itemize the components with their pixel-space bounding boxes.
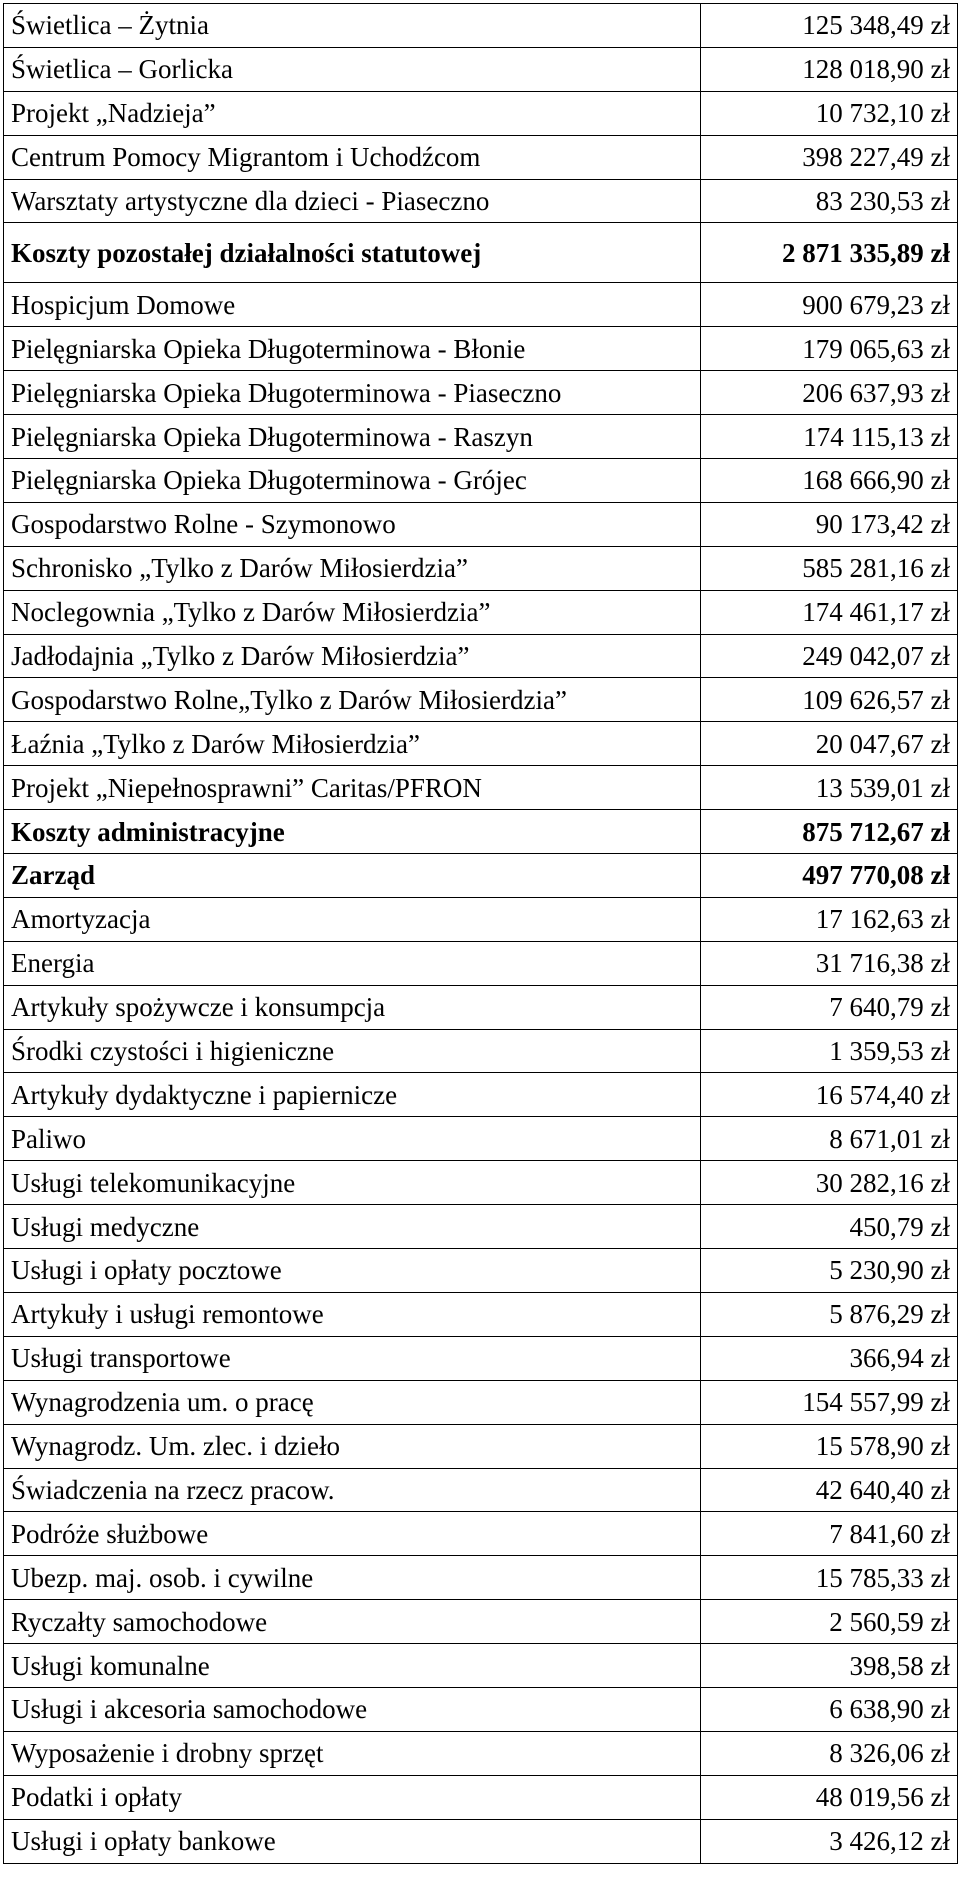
table-row: [4, 634, 958, 678]
cost-amount: 5 230,90 zł: [701, 1249, 958, 1293]
cost-amount: 179 065,63 zł: [701, 327, 958, 371]
table-row: [4, 1073, 958, 1117]
cost-amount: 1 359,53 zł: [701, 1029, 958, 1073]
cost-category-label: Projekt „Niepełnosprawni” Caritas/PFRON: [4, 766, 701, 810]
table-row: [4, 1819, 958, 1863]
table-row: [4, 91, 958, 135]
cost-category-label: Usługi komunalne: [4, 1644, 701, 1688]
cost-amount: 17 162,63 zł: [701, 897, 958, 941]
cost-amount: 875 712,67 zł: [701, 810, 958, 854]
cost-amount: 7 640,79 zł: [701, 985, 958, 1029]
cost-category-label: Energia: [4, 941, 701, 985]
table-row: [4, 47, 958, 91]
table-row: [4, 1117, 958, 1161]
table-row: [4, 415, 958, 459]
cost-amount: 2 560,59 zł: [701, 1600, 958, 1644]
cost-amount: 42 640,40 zł: [701, 1468, 958, 1512]
table-row: [4, 179, 958, 223]
cost-amount: 48 019,56 zł: [701, 1775, 958, 1819]
cost-amount: 109 626,57 zł: [701, 678, 958, 722]
cost-category-label: Ubezp. maj. osob. i cywilne: [4, 1556, 701, 1600]
cost-amount: 8 671,01 zł: [701, 1117, 958, 1161]
cost-category-label: Jadłodajnia „Tylko z Darów Miłosierdzia”: [4, 634, 701, 678]
cost-amount: 174 461,17 zł: [701, 590, 958, 634]
cost-category-label: Łaźnia „Tylko z Darów Miłosierdzia”: [4, 722, 701, 766]
table-row: [4, 502, 958, 546]
cost-category-label: Usługi medyczne: [4, 1205, 701, 1249]
table-row: [4, 1600, 958, 1644]
table-row: [4, 546, 958, 590]
cost-category-label: Podatki i opłaty: [4, 1775, 701, 1819]
cost-category-label: Artykuły spożywcze i konsumpcja: [4, 985, 701, 1029]
table-row: [4, 590, 958, 634]
table-row: [4, 722, 958, 766]
cost-amount: 10 732,10 zł: [701, 91, 958, 135]
cost-amount: 16 574,40 zł: [701, 1073, 958, 1117]
table-row: [4, 1336, 958, 1380]
cost-category-label: Świadczenia na rzecz pracow.: [4, 1468, 701, 1512]
cost-amount: 15 578,90 zł: [701, 1424, 958, 1468]
table-row: [4, 1292, 958, 1336]
table-row: [4, 1424, 958, 1468]
cost-category-label: Koszty administracyjne: [4, 810, 701, 854]
table-row: [4, 327, 958, 371]
cost-amount: 83 230,53 zł: [701, 179, 958, 223]
table-row: [4, 1468, 958, 1512]
cost-amount: 30 282,16 zł: [701, 1161, 958, 1205]
cost-category-label: Pielęgniarska Opieka Długoterminowa - Błonie: [4, 327, 701, 371]
cost-category-label: Usługi telekomunikacyjne: [4, 1161, 701, 1205]
table-row-subtotal: [4, 810, 958, 854]
cost-amount: 585 281,16 zł: [701, 546, 958, 590]
table-row: [4, 985, 958, 1029]
cost-category-label: Pielęgniarska Opieka Długoterminowa - Grójec: [4, 459, 701, 503]
cost-category-label: Usługi i opłaty bankowe: [4, 1819, 701, 1863]
table-row: [4, 1029, 958, 1073]
cost-category-label: Wyposażenie i drobny sprzęt: [4, 1731, 701, 1775]
table-row: [4, 1731, 958, 1775]
cost-category-label: Ryczałty samochodowe: [4, 1600, 701, 1644]
cost-category-label: Podróże służbowe: [4, 1512, 701, 1556]
cost-amount: 2 871 335,89 zł: [701, 223, 958, 283]
cost-amount: 398 227,49 zł: [701, 135, 958, 179]
cost-amount: 125 348,49 zł: [701, 4, 958, 48]
cost-category-label: Hospicjum Domowe: [4, 283, 701, 327]
cost-category-label: Środki czystości i higieniczne: [4, 1029, 701, 1073]
table-row: [4, 283, 958, 327]
cost-category-label: Paliwo: [4, 1117, 701, 1161]
cost-category-label: Gospodarstwo Rolne„Tylko z Darów Miłosierdzia”: [4, 678, 701, 722]
table-row: [4, 1249, 958, 1293]
cost-amount: 8 326,06 zł: [701, 1731, 958, 1775]
cost-amount: 900 679,23 zł: [701, 283, 958, 327]
cost-amount: 497 770,08 zł: [701, 854, 958, 898]
cost-amount: 366,94 zł: [701, 1336, 958, 1380]
cost-amount: 7 841,60 zł: [701, 1512, 958, 1556]
cost-category-label: Noclegownia „Tylko z Darów Miłosierdzia”: [4, 590, 701, 634]
table-row: [4, 1380, 958, 1424]
table-row: [4, 1161, 958, 1205]
cost-category-label: Projekt „Nadzieja”: [4, 91, 701, 135]
cost-category-label: Gospodarstwo Rolne - Szymonowo: [4, 502, 701, 546]
cost-amount: 174 115,13 zł: [701, 415, 958, 459]
table-row: [4, 1205, 958, 1249]
cost-amount: 20 047,67 zł: [701, 722, 958, 766]
cost-category-label: Amortyzacja: [4, 897, 701, 941]
cost-category-label: Warsztaty artystyczne dla dzieci - Piaseczno: [4, 179, 701, 223]
cost-table-body: [4, 4, 958, 1864]
table-row: [4, 459, 958, 503]
table-row: [4, 1644, 958, 1688]
table-row: [4, 1512, 958, 1556]
cost-category-label: Koszty pozostałej działalności statutowej: [4, 223, 701, 283]
table-row-subtotal: [4, 854, 958, 898]
cost-amount: 3 426,12 zł: [701, 1819, 958, 1863]
cost-amount: 6 638,90 zł: [701, 1687, 958, 1731]
cost-category-label: Artykuły dydaktyczne i papiernicze: [4, 1073, 701, 1117]
cost-category-label: Schronisko „Tylko z Darów Miłosierdzia”: [4, 546, 701, 590]
cost-category-label: Zarząd: [4, 854, 701, 898]
cost-amount: 90 173,42 zł: [701, 502, 958, 546]
table-row: [4, 135, 958, 179]
table-row: [4, 941, 958, 985]
cost-category-label: Usługi transportowe: [4, 1336, 701, 1380]
table-row: [4, 4, 958, 48]
table-row: [4, 1775, 958, 1819]
cost-amount: 128 018,90 zł: [701, 47, 958, 91]
cost-category-label: Świetlica – Żytnia: [4, 4, 701, 48]
table-row: [4, 371, 958, 415]
cost-category-label: Wynagrodzenia um. o pracę: [4, 1380, 701, 1424]
cost-amount: 5 876,29 zł: [701, 1292, 958, 1336]
cost-amount: 450,79 zł: [701, 1205, 958, 1249]
table-row-subtotal: [4, 223, 958, 283]
cost-amount: 15 785,33 zł: [701, 1556, 958, 1600]
cost-category-label: Usługi i opłaty pocztowe: [4, 1249, 701, 1293]
cost-amount: 154 557,99 zł: [701, 1380, 958, 1424]
cost-category-label: Artykuły i usługi remontowe: [4, 1292, 701, 1336]
cost-category-label: Pielęgniarska Opieka Długoterminowa - Raszyn: [4, 415, 701, 459]
cost-amount: 13 539,01 zł: [701, 766, 958, 810]
cost-amount: 249 042,07 zł: [701, 634, 958, 678]
cost-amount: 206 637,93 zł: [701, 371, 958, 415]
cost-category-label: Wynagrodz. Um. zlec. i dzieło: [4, 1424, 701, 1468]
cost-amount: 168 666,90 zł: [701, 459, 958, 503]
cost-category-label: Pielęgniarska Opieka Długoterminowa - Piaseczno: [4, 371, 701, 415]
cost-amount: 31 716,38 zł: [701, 941, 958, 985]
cost-table: [3, 3, 958, 1864]
table-row: [4, 897, 958, 941]
cost-category-label: Usługi i akcesoria samochodowe: [4, 1687, 701, 1731]
table-row: [4, 678, 958, 722]
table-row: [4, 766, 958, 810]
cost-category-label: Centrum Pomocy Migrantom i Uchodźcom: [4, 135, 701, 179]
table-row: [4, 1556, 958, 1600]
table-row: [4, 1687, 958, 1731]
cost-amount: 398,58 zł: [701, 1644, 958, 1688]
cost-category-label: Świetlica – Gorlicka: [4, 47, 701, 91]
